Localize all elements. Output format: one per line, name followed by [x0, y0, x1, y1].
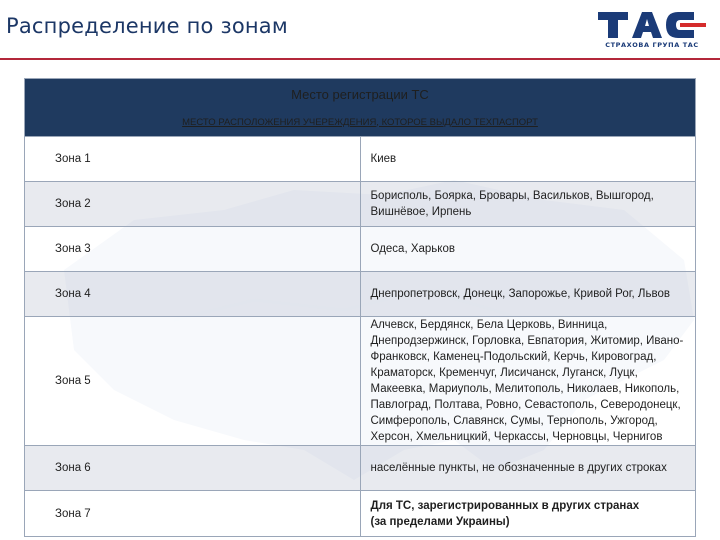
logo-subtitle: СТРАХОВА ГРУПА ТАС	[605, 41, 699, 49]
zone-cities: Днепропетровск, Донецк, Запорожье, Кривой Рог, Львов	[360, 272, 696, 317]
zone-label: Зона 7	[25, 491, 361, 537]
table-row	[25, 227, 696, 272]
table-row	[25, 317, 696, 446]
company-logo	[594, 10, 710, 54]
zone-label: Зона 4	[25, 272, 361, 317]
zone-cities: Киев	[360, 137, 696, 182]
header-sub-label: МЕСТО РАСПОЛОЖЕНИЯ УЧЕРЕЖДЕНИЯ, КОТОРОЕ ВЫДАЛО ТЕХПАСПОРТ	[182, 116, 538, 128]
table-row	[25, 446, 696, 491]
table-row	[25, 491, 696, 537]
page-title: Распределение по зонам	[6, 14, 288, 38]
table-header-row	[25, 79, 696, 137]
zone-label: Зона 5	[25, 317, 361, 446]
table-header-cell	[25, 79, 696, 137]
zone-table	[24, 78, 696, 537]
tas-logo-icon	[594, 10, 710, 40]
title-divider	[0, 58, 720, 60]
zone-label: Зона 2	[25, 182, 361, 227]
table-row	[25, 137, 696, 182]
zone-label: Зона 6	[25, 446, 361, 491]
zone-cities: Для ТС, зарегистрированных в других странах (за пределами Украины)	[360, 491, 696, 537]
zone-cities: Алчевск, Бердянск, Бела Церковь, Винница, Днепродзержинск, Горловка, Евпатория, Житомир, Ивано-Франковск, Каменец-Подольский, Керчь, Кировоград, Краматорск, Кременчуг, Лисичанск, Луганск, Луцк, Макеевка, Мариуполь, Мелитополь, Николаев, Никополь, Павлоград, Полтава, Ровно, Севастополь, Северодонецк, Симферополь, Славянск, Сумы, Тернополь, Ужгород, Херсон, Хмельницкий, Черкассы, Черновцы, Чернигов	[360, 317, 696, 446]
table-row	[25, 182, 696, 227]
zone-cities: Борисполь, Боярка, Бровары, Васильков, Вышгород, Вишнёвое, Ирпень	[360, 182, 696, 227]
header-main-label: Место регистрации ТС	[291, 86, 429, 102]
zone-label: Зона 3	[25, 227, 361, 272]
zone-cities: Одеса, Харьков	[360, 227, 696, 272]
zone-label: Зона 1	[25, 137, 361, 182]
table-row	[25, 272, 696, 317]
zone-cities: населённые пункты, не обозначенные в других строках	[360, 446, 696, 491]
